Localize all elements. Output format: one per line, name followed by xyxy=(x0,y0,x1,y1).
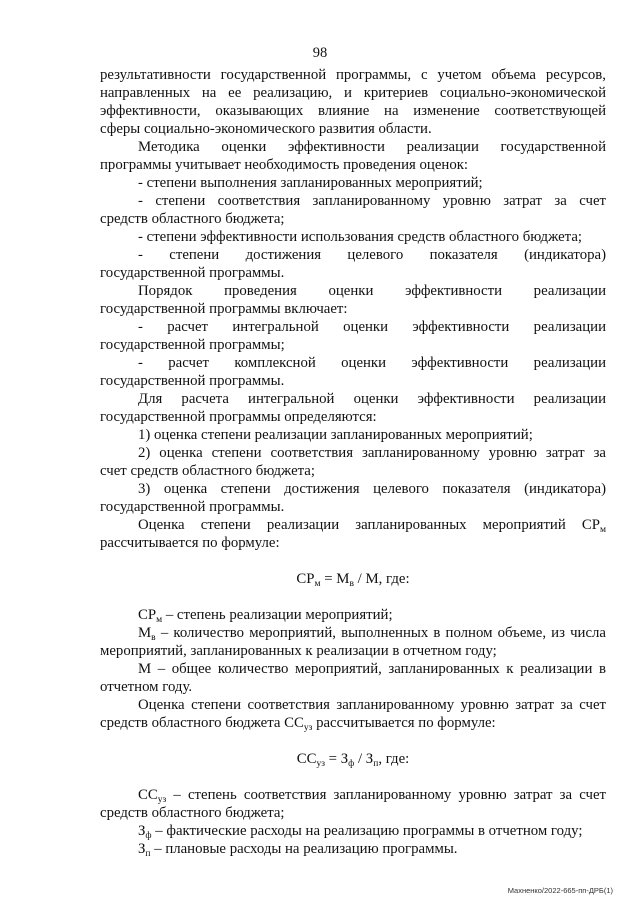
text-fragment: – степень реализации мероприятий; xyxy=(162,607,393,623)
list-item: - степени соответствия запланированному уровню затрат за счет xyxy=(138,193,606,209)
formula-part: / М, где: xyxy=(353,571,410,587)
text-line: Порядок проведения оценки эффективности реализации xyxy=(138,283,606,299)
subscript: уз xyxy=(316,759,325,769)
subscript: в xyxy=(349,579,354,589)
text-fragment: – фактические расходы на реализацию программы в отчетном году; xyxy=(151,823,583,839)
definition-line: М – общее количество мероприятий, запланированных к реализации в xyxy=(138,661,606,677)
text-line: Оценка степени соответствия запланированному уровню затрат за счет xyxy=(138,697,606,713)
text-line: Для расчета интегральной оценки эффективности реализации xyxy=(138,391,606,407)
subscript: ф xyxy=(145,831,152,841)
text-line: программы учитывает необходимость проведения оценок: xyxy=(100,157,469,173)
formula-part: = М xyxy=(320,571,350,587)
subscript: в xyxy=(151,633,156,643)
text-fragment: рассчитывается по формуле: xyxy=(312,715,496,731)
text-line xyxy=(100,516,606,534)
subscript: м xyxy=(314,579,321,589)
text-line: государственной программы. xyxy=(100,373,285,389)
list-item: 3) оценка степени достижения целевого показателя (индикатора) xyxy=(138,481,606,497)
formula-part: , где: xyxy=(378,751,410,767)
formula-part: СР xyxy=(296,571,315,587)
definition-line xyxy=(100,624,606,642)
text-fragment: СР xyxy=(138,607,157,623)
subscript: ф xyxy=(348,759,355,769)
subscript: п xyxy=(145,849,151,859)
list-item: - расчет интегральной оценки эффективности реализации xyxy=(138,319,606,335)
text-fragment: средств областного бюджета СС xyxy=(100,715,304,731)
document-body xyxy=(100,66,606,858)
text-line: сферы социально-экономического развития области. xyxy=(100,121,432,137)
definition-line xyxy=(100,606,606,624)
text-line xyxy=(100,714,606,732)
text-line: средств областного бюджета; xyxy=(100,805,285,821)
text-line: рассчитывается по формуле: xyxy=(100,535,280,551)
text-line: направленных на ее реализацию, и критериев социально-экономической xyxy=(100,85,606,101)
definition-line xyxy=(100,840,606,858)
text-fragment: – степень соответствия запланированному уровню затрат за счет xyxy=(166,787,606,803)
list-item: 2) оценка степени соответствия запланированному уровню затрат за xyxy=(138,445,606,461)
subscript: уз xyxy=(303,723,313,733)
definition-line xyxy=(100,822,606,840)
text-line: государственной программы определяются: xyxy=(100,409,377,425)
formula-part: СС xyxy=(296,751,317,767)
text-line: средств областного бюджета; xyxy=(100,211,285,227)
text-fragment: СС xyxy=(138,787,158,803)
text-fragment: З xyxy=(138,823,146,839)
text-line: эффективности, оказывающих влияние на изменение соответствующей xyxy=(100,103,606,119)
text-line: государственной программы; xyxy=(100,337,285,353)
text-line: результативности государственной программы, с учетом объема ресурсов, xyxy=(100,67,606,83)
list-item: 1) оценка степени реализации запланированных мероприятий; xyxy=(138,427,533,443)
text-line: счет средств областного бюджета; xyxy=(100,463,315,479)
text-line: государственной программы. xyxy=(100,499,285,515)
text-line: отчетном году. xyxy=(100,679,193,695)
formula-ss xyxy=(100,750,606,768)
text-fragment: – количество мероприятий, выполненных в полном объеме, из числа xyxy=(155,625,606,641)
text-fragment: Оценка степени реализации запланированных мероприятий СР xyxy=(138,517,600,533)
definition-line xyxy=(100,786,606,804)
text-fragment: М xyxy=(138,625,152,641)
text-line: мероприятий, запланированных к реализации в отчетном году; xyxy=(100,643,497,659)
subscript: уз xyxy=(157,795,167,805)
list-item: - расчет комплексной оценки эффективности реализации xyxy=(138,355,606,371)
page-number: 98 xyxy=(312,45,328,61)
text-line: Методика оценки эффективности реализации государственной xyxy=(138,139,606,155)
text-line: государственной программы включает: xyxy=(100,301,348,317)
formula-part: / З xyxy=(354,751,374,767)
list-item: - степени эффективности использования средств областного бюджета; xyxy=(138,229,582,245)
document-stamp: Махненко/2022-665-пп-ДРБ(1) xyxy=(507,886,613,895)
text-line: государственной программы. xyxy=(100,265,285,281)
list-item: - степени выполнения запланированных мероприятий; xyxy=(138,175,483,191)
subscript: м xyxy=(156,615,163,625)
text-fragment: – плановые расходы на реализацию программы. xyxy=(150,841,458,857)
formula-cp xyxy=(100,570,606,588)
subscript: п xyxy=(373,759,379,769)
formula-part: = З xyxy=(324,751,349,767)
list-item: - степени достижения целевого показателя (индикатора) xyxy=(138,247,606,263)
subscript: м xyxy=(599,525,606,535)
text-fragment: З xyxy=(138,841,146,857)
